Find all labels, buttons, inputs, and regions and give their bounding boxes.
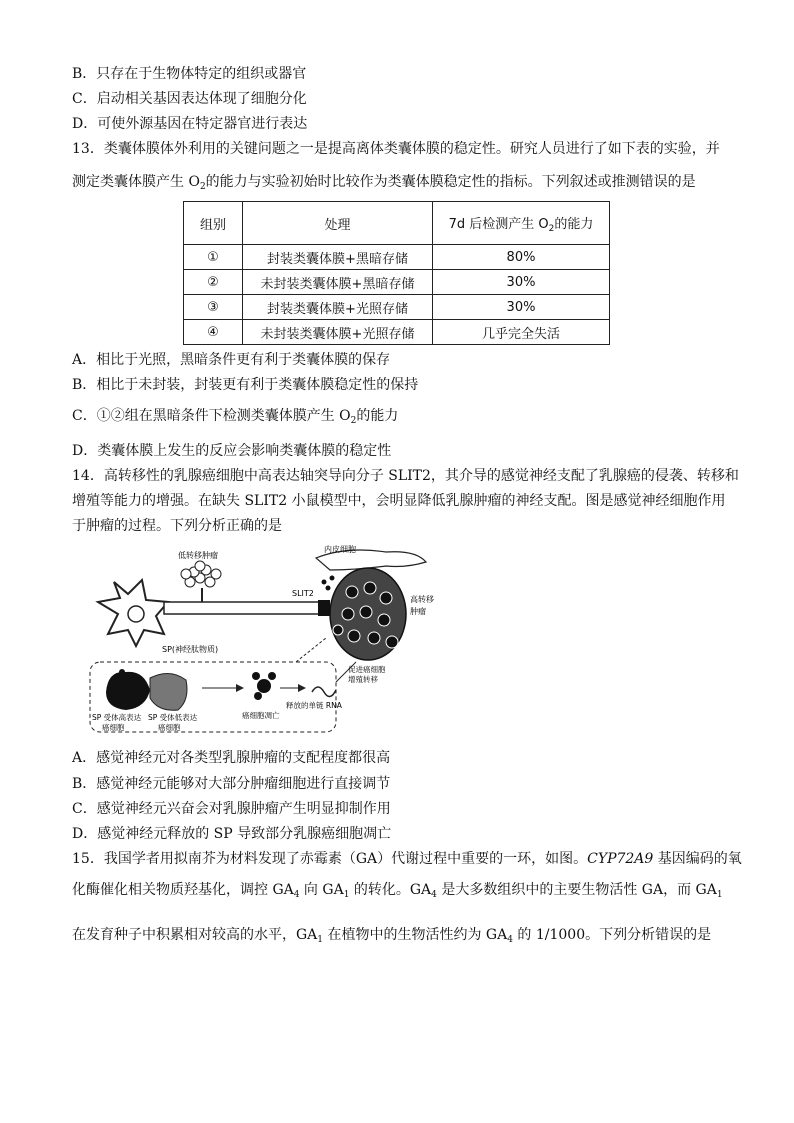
label-sp: SP(神经肽物质) xyxy=(162,645,219,654)
q13-option-c-sub: 2 xyxy=(350,416,357,426)
cell-result: 几乎完全失活 xyxy=(433,320,610,345)
q13-option-b: B．相比于未封装，封装更有利于类囊体膜稳定性的保持 xyxy=(72,377,419,393)
neuron-nucleus xyxy=(128,606,144,622)
label-promote-2: 增殖转移 xyxy=(348,675,378,684)
q15-gene-name: CYP72A9 xyxy=(587,851,654,867)
header-group: 组别 xyxy=(184,202,243,245)
q15-l2-a: 化酶催化相关物质羟基化，调控 GA xyxy=(72,882,294,898)
cell-group: ④ xyxy=(184,320,243,345)
high-metastasis-tumor-icon xyxy=(330,568,406,660)
q12-option-d: D．可使外源基因在特定器官进行表达 xyxy=(72,116,308,132)
table-row xyxy=(184,270,610,295)
cell-treatment: 封装类囊体膜+黑暗存储 xyxy=(243,245,433,270)
q14-option-a: A．感觉神经元对各类型乳腺肿瘤的支配程度都很高 xyxy=(72,750,391,766)
cell-group: ② xyxy=(184,270,243,295)
label-sp-high-2: 癌细胞 xyxy=(102,723,125,732)
label-slit2: SLIT2 xyxy=(292,589,314,598)
table-row xyxy=(184,295,610,320)
q13-stem-line2-pre: 测定类囊体膜产生 O xyxy=(72,174,200,190)
q15-l2-d: 是大多数组织中的主要生物活性 GA，而 GA xyxy=(436,882,717,898)
q15-l2-s1: 4 xyxy=(293,890,300,900)
q13-option-c xyxy=(72,406,398,431)
q14-option-d: D．感觉神经元释放的 SP 导致部分乳腺癌细胞凋亡 xyxy=(72,826,392,842)
label-promote-1: 促进癌细胞 xyxy=(348,665,386,674)
rna-strand-icon xyxy=(312,687,336,697)
q15-l3-a: 在发育种子中积累相对较高的水平，GA xyxy=(72,927,318,943)
label-rna: 释放的单链 RNA xyxy=(286,701,342,710)
cell-result: 80% xyxy=(433,245,610,270)
table-row xyxy=(184,320,610,345)
q13-stem-line2-sub: 2 xyxy=(199,182,206,192)
cell-group: ① xyxy=(184,245,243,270)
label-sp-low-1: SP 受体低表达 xyxy=(148,713,198,722)
table-header-row xyxy=(184,202,610,245)
cell-group: ③ xyxy=(184,295,243,320)
q13-stem-line1: 13．类囊体膜体外利用的关键问题之一是提高离体类囊体膜的稳定性。研究人员进行了如下表的实验，并 xyxy=(72,141,720,157)
q15-l2-s4: 1 xyxy=(716,890,723,900)
q15-l3-c: 的 1/1000。下列分析错误的是 xyxy=(512,927,712,943)
q15-l2-s2: 1 xyxy=(343,890,350,900)
cell-treatment: 未封装类囊体膜+黑暗存储 xyxy=(243,270,433,295)
q13-option-d: D．类囊体膜上发生的反应会影响类囊体膜的稳定性 xyxy=(72,443,392,459)
label-high-tumor-2: 肿瘤 xyxy=(410,607,426,616)
label-sp-high-1: SP 受体高表达 xyxy=(92,713,142,722)
q12-option-c: C．启动相关基因表达体现了细胞分化 xyxy=(72,91,307,107)
label-endothelial: 内皮细胞 xyxy=(324,545,356,554)
q15-l2-b: 向 GA xyxy=(299,882,344,898)
q14-stem-line1: 14．高转移性的乳腺癌细胞中高表达轴突导向分子 SLIT2，其介导的感觉神经支配了乳腺癌的侵袭、转移和 xyxy=(72,468,739,484)
cell-result: 30% xyxy=(433,295,610,320)
q13-stem-line2 xyxy=(72,172,696,197)
apoptotic-cell-icon xyxy=(252,672,276,700)
sensory-neuron-tumor-figure xyxy=(86,542,446,742)
axon-terminal xyxy=(318,600,330,616)
q12-option-b: B．只存在于生物体特定的组织或器官 xyxy=(72,66,307,82)
experiment-table xyxy=(183,201,610,345)
q15-l2-c: 的转化。GA xyxy=(349,882,432,898)
header-treatment: 处理 xyxy=(243,202,433,245)
header-result xyxy=(433,202,610,245)
label-low-tumor: 低转移肿瘤 xyxy=(178,551,218,560)
q14-stem-line2: 增殖等能力的增强。在缺失 SLIT2 小鼠模型中，会明显降低乳腺肿瘤的神经支配。图是感觉神经细胞作用 xyxy=(72,493,726,509)
q13-option-a: A．相比于光照，黑暗条件更有利于类囊体膜的保存 xyxy=(72,352,391,368)
q15-l3-b: 在植物中的生物活性约为 GA xyxy=(323,927,508,943)
q15-stem-line1 xyxy=(72,849,742,869)
cell-treatment: 封装类囊体膜+光照存储 xyxy=(243,295,433,320)
table-row xyxy=(184,245,610,270)
axon xyxy=(164,602,320,614)
q15-l3-s1: 1 xyxy=(317,935,324,945)
label-apoptosis: 癌细胞凋亡 xyxy=(242,711,280,720)
header-result-post: 的能力 xyxy=(554,216,594,232)
q15-l2-s3: 4 xyxy=(431,890,437,900)
cell-treatment: 未封装类囊体膜+光照存储 xyxy=(243,320,433,345)
q13-stem-line2-post: 的能力与实验初始时比较作为类囊体膜稳定性的指标。下列叙述或推测错误的是 xyxy=(205,174,696,190)
header-result-sub: 2 xyxy=(548,223,555,234)
q13-option-c-post: 的能力 xyxy=(356,408,399,424)
q14-option-c: C．感觉神经元兴奋会对乳腺肿瘤产生明显抑制作用 xyxy=(72,801,391,817)
sp-low-cell-icon xyxy=(150,673,187,710)
q15-l1-pre: 15．我国学者用拟南芥为材料发现了赤霉素（GA）代谢过程中重要的一环，如图。 xyxy=(72,851,588,867)
q15-stem-line3 xyxy=(72,925,711,950)
cell-result: 30% xyxy=(433,270,610,295)
q15-stem-line2 xyxy=(72,880,723,905)
q14-stem-line3: 于肿瘤的过程。下列分析正确的是 xyxy=(72,518,282,534)
q14-option-b: B．感觉神经元能够对大部分肿瘤细胞进行直接调节 xyxy=(72,776,391,792)
header-result-pre: 7d 后检测产生 O xyxy=(448,216,549,232)
q15-l3-s2: 4 xyxy=(507,935,513,945)
low-metastasis-tumor-icon xyxy=(181,561,221,602)
q15-l1-post: 基因编码的氧 xyxy=(653,851,742,867)
q13-option-c-pre: C．①②组在黑暗条件下检测类囊体膜产生 O xyxy=(72,408,351,424)
label-high-tumor-1: 高转移 xyxy=(410,595,434,604)
label-sp-low-2: 癌细胞 xyxy=(158,723,181,732)
